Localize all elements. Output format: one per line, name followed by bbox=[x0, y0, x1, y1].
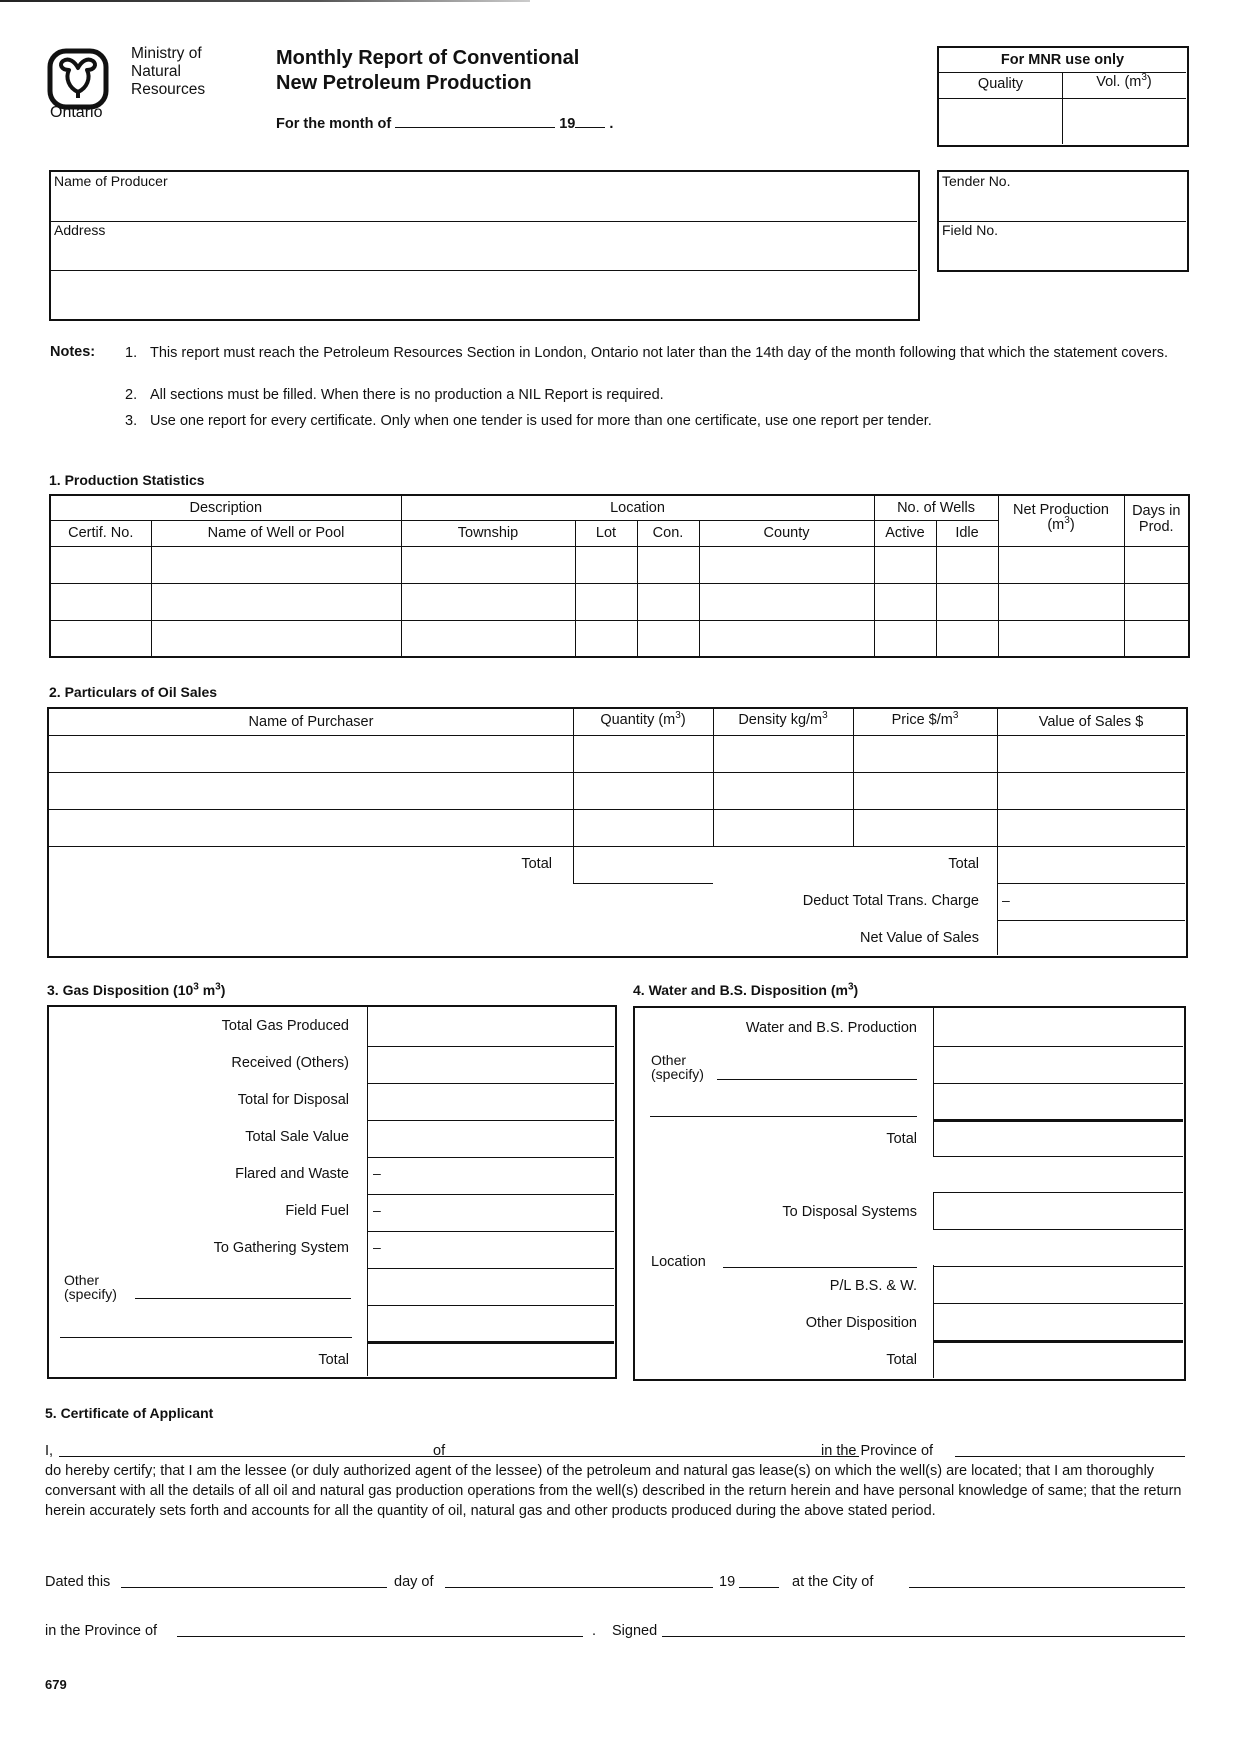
section3-title-unit: m bbox=[198, 982, 216, 998]
oil-sales-table bbox=[47, 707, 1188, 958]
well-name-cell[interactable] bbox=[151, 620, 401, 657]
township-cell[interactable] bbox=[401, 583, 575, 620]
certif-no-cell[interactable] bbox=[50, 583, 151, 620]
unit-text: (m bbox=[1047, 517, 1065, 533]
divider bbox=[933, 1156, 1183, 1157]
total-gas-produced-field[interactable] bbox=[370, 1009, 612, 1044]
close-paren: ) bbox=[680, 712, 686, 728]
county-cell[interactable] bbox=[699, 620, 874, 657]
tender-box bbox=[937, 170, 1189, 272]
gas-row-label: Received (Others) bbox=[231, 1055, 349, 1071]
form-title-line2: New Petroleum Production bbox=[276, 72, 532, 94]
producer-name-label: Name of Producer bbox=[54, 173, 168, 189]
city-field[interactable] bbox=[909, 1587, 1185, 1588]
close-paren: ) bbox=[220, 982, 226, 998]
section1-title: 1. Production Statistics bbox=[49, 472, 205, 488]
county-cell[interactable] bbox=[699, 546, 874, 583]
close-paren: ) bbox=[1146, 74, 1152, 90]
days-label-line1: Days in bbox=[1132, 503, 1181, 519]
province-label: Ontario bbox=[50, 104, 103, 121]
note-text: All sections must be filled. When there is no production a NIL Report is required. bbox=[150, 387, 664, 403]
net-production-unit bbox=[999, 515, 1124, 533]
close-paren: ) bbox=[1069, 517, 1075, 533]
divider bbox=[367, 1194, 614, 1195]
applicant-name-field[interactable] bbox=[59, 1456, 472, 1457]
idle-cell[interactable] bbox=[936, 546, 998, 583]
divider bbox=[853, 709, 854, 847]
other-specify-label bbox=[64, 1273, 117, 1301]
superscript: 3 bbox=[1064, 515, 1070, 527]
density-cell[interactable] bbox=[715, 811, 851, 845]
water-total-label: Total bbox=[886, 1131, 917, 1147]
idle-header: Idle bbox=[936, 520, 998, 546]
divider bbox=[933, 1008, 934, 1378]
applicant-of-field[interactable] bbox=[457, 1456, 859, 1457]
divider bbox=[933, 1229, 1183, 1230]
other-disposition-label: Other Disposition bbox=[805, 1315, 917, 1331]
well-name-cell[interactable] bbox=[151, 583, 401, 620]
gas-disposition-box bbox=[47, 1005, 617, 1379]
divider bbox=[933, 1266, 1183, 1267]
dated-this-field[interactable] bbox=[121, 1587, 387, 1588]
section3-title-text: 3. Gas Disposition (10 bbox=[47, 982, 194, 998]
divider bbox=[49, 846, 1185, 847]
gas-total-field[interactable] bbox=[370, 1345, 612, 1375]
net-production-cell[interactable] bbox=[998, 620, 1124, 657]
volume-header-text: Vol. (m bbox=[1096, 74, 1142, 90]
divider bbox=[367, 1120, 614, 1121]
section5-title: 5. Certificate of Applicant bbox=[45, 1405, 214, 1421]
ministry-name bbox=[131, 45, 205, 99]
address-field[interactable] bbox=[53, 239, 913, 267]
density-header-text: Density kg/m bbox=[738, 712, 823, 728]
net-production-label: Net Production bbox=[1013, 502, 1109, 518]
gas-row-label: Total Sale Value bbox=[245, 1129, 349, 1145]
form-number: 679 bbox=[45, 1677, 67, 1692]
total-sale-value-field[interactable] bbox=[370, 1122, 612, 1156]
density-header bbox=[713, 712, 853, 728]
water-total2-field[interactable] bbox=[936, 1344, 1181, 1376]
divider bbox=[997, 883, 1185, 884]
purchaser-cell[interactable] bbox=[51, 811, 571, 845]
idle-cell[interactable] bbox=[936, 583, 998, 620]
minus-sign: – bbox=[1002, 892, 1010, 908]
quantity-cell[interactable] bbox=[575, 737, 711, 771]
wells-group-header: No. of Wells bbox=[874, 495, 998, 520]
divider bbox=[997, 709, 998, 955]
divider bbox=[367, 1305, 614, 1306]
month-label: For the month of bbox=[276, 116, 392, 132]
year-prefix: 19 bbox=[559, 116, 576, 132]
year-prefix: 19 bbox=[719, 1574, 736, 1590]
province2-field[interactable] bbox=[177, 1636, 583, 1637]
certif-no-header: Certif. No. bbox=[50, 520, 151, 546]
divider bbox=[367, 1231, 614, 1232]
in-province-label: in the Province of bbox=[45, 1623, 158, 1639]
divider bbox=[49, 809, 1185, 810]
year-field[interactable] bbox=[739, 1587, 779, 1588]
ontario-trillium-logo-icon bbox=[47, 48, 109, 110]
gas-row-label: Total Gas Produced bbox=[221, 1018, 349, 1034]
price-header-text: Price $/m bbox=[891, 712, 953, 728]
superscript: 3 bbox=[1141, 72, 1147, 84]
divider bbox=[573, 883, 713, 884]
divider bbox=[573, 709, 574, 884]
total-quantity-field[interactable] bbox=[575, 848, 711, 882]
gas-row-label: Field Fuel bbox=[285, 1203, 349, 1219]
county-header: County bbox=[699, 520, 874, 546]
to-disposal-systems-field[interactable] bbox=[936, 1194, 1181, 1228]
note-number: 3. bbox=[125, 413, 138, 429]
divider bbox=[367, 1083, 614, 1084]
total-value-label: Total bbox=[948, 856, 979, 872]
minus-sign: – bbox=[373, 1239, 381, 1255]
divider bbox=[367, 1157, 614, 1158]
minus-sign: – bbox=[373, 1202, 381, 1218]
lot-cell[interactable] bbox=[575, 546, 637, 583]
con-cell[interactable] bbox=[637, 546, 699, 583]
total-quantity-label: Total bbox=[521, 856, 552, 872]
density-cell[interactable] bbox=[715, 774, 851, 808]
superscript: 3 bbox=[822, 710, 828, 722]
section4-title bbox=[633, 982, 858, 998]
superscript: 3 bbox=[193, 981, 199, 993]
days-cell[interactable] bbox=[1124, 546, 1189, 583]
divider bbox=[51, 221, 917, 222]
of-label: of bbox=[433, 1443, 446, 1459]
producer-box bbox=[49, 170, 920, 321]
divider bbox=[933, 1083, 1183, 1084]
dated-line bbox=[45, 1572, 1185, 1592]
divider bbox=[49, 772, 1185, 773]
township-cell[interactable] bbox=[401, 546, 575, 583]
to-disposal-systems-label: To Disposal Systems bbox=[782, 1204, 917, 1220]
total-for-disposal-field[interactable] bbox=[370, 1085, 612, 1119]
water-production-field[interactable] bbox=[936, 1010, 1181, 1045]
notes-label: Notes: bbox=[50, 344, 96, 360]
divider bbox=[367, 1046, 614, 1047]
signature-field[interactable] bbox=[662, 1636, 1185, 1637]
divider bbox=[933, 1119, 1183, 1122]
price-cell[interactable] bbox=[855, 737, 995, 771]
divider bbox=[49, 735, 1185, 736]
other-value-field[interactable] bbox=[936, 1085, 1181, 1117]
active-cell[interactable] bbox=[874, 583, 936, 620]
gas-row-label: To Gathering System bbox=[213, 1240, 349, 1256]
producer-name-field[interactable] bbox=[53, 190, 913, 218]
other-specify-field[interactable] bbox=[717, 1079, 917, 1080]
divider bbox=[367, 1007, 368, 1376]
other-disposition-field[interactable] bbox=[936, 1305, 1181, 1338]
tender-number-label: Tender No. bbox=[942, 173, 1011, 189]
township-cell[interactable] bbox=[401, 620, 575, 657]
gas-row-label: Flared and Waste bbox=[235, 1166, 349, 1182]
production-statistics-table bbox=[49, 494, 1190, 658]
quantity-header-text: Quantity (m bbox=[600, 712, 676, 728]
ministry-line: Ministry of bbox=[131, 45, 202, 62]
ministry-line: Resources bbox=[131, 81, 206, 98]
purchaser-header: Name of Purchaser bbox=[248, 714, 374, 730]
divider bbox=[51, 270, 917, 271]
days-in-prod-header bbox=[1124, 495, 1189, 546]
quality-field[interactable] bbox=[941, 100, 1060, 142]
volume-field[interactable] bbox=[1065, 100, 1184, 142]
gas-total-label: Total bbox=[318, 1352, 349, 1368]
pl-bsw-field[interactable] bbox=[936, 1268, 1181, 1302]
quality-header: Quality bbox=[977, 76, 1024, 92]
divider bbox=[939, 98, 1186, 99]
net-value-field[interactable] bbox=[999, 922, 1183, 954]
net-production-header bbox=[998, 495, 1124, 546]
table-row bbox=[50, 546, 1189, 583]
price-cell[interactable] bbox=[855, 774, 995, 808]
table-row bbox=[50, 620, 1189, 657]
deduct-trans-charge-label: Deduct Total Trans. Charge bbox=[802, 893, 979, 909]
divider bbox=[933, 1192, 1183, 1193]
divider bbox=[367, 1268, 614, 1269]
field-fuel-field[interactable] bbox=[387, 1196, 612, 1230]
divider bbox=[713, 709, 714, 847]
day-of-field[interactable] bbox=[445, 1587, 713, 1588]
water-production-label: Water and B.S. Production bbox=[745, 1020, 917, 1036]
province-field[interactable] bbox=[955, 1456, 1185, 1457]
mnr-use-only-box bbox=[937, 46, 1189, 147]
lot-cell[interactable] bbox=[575, 583, 637, 620]
certificate-body: do hereby certify; that I am the lessee (or duly authorized agent of the lessee) of the petroleum and natural gas lease(s) on which the well(s) are located; that I am thoroughly conversant with all the details of all oil and natural gas production operations from the well(s) described in the return herein and have personal knowledge of same; that the return herein accurately sets forth and accounts for all the quantity of oil, natural gas and other products produced during the above stated period. bbox=[45, 1463, 1182, 1519]
day-of-label: day of bbox=[394, 1574, 434, 1590]
con-cell[interactable] bbox=[637, 620, 699, 657]
lot-cell[interactable] bbox=[575, 620, 637, 657]
other-value-field[interactable] bbox=[370, 1270, 612, 1304]
received-others-field[interactable] bbox=[370, 1048, 612, 1082]
active-cell[interactable] bbox=[874, 620, 936, 657]
net-value-label: Net Value of Sales bbox=[859, 930, 979, 946]
divider bbox=[367, 1341, 614, 1344]
note-number: 2. bbox=[125, 387, 138, 403]
i-label: I, bbox=[45, 1443, 54, 1459]
field-number-label: Field No. bbox=[942, 222, 999, 238]
minus-sign: – bbox=[373, 1165, 381, 1181]
well-name-header: Name of Well or Pool bbox=[151, 520, 401, 546]
purchaser-cell[interactable] bbox=[51, 774, 571, 808]
mnr-box-title: For MNR use only bbox=[1000, 52, 1125, 68]
other-specify-label bbox=[651, 1053, 704, 1081]
gap-mask bbox=[931, 1157, 936, 1192]
lot-header: Lot bbox=[575, 520, 637, 546]
address-label: Address bbox=[54, 222, 106, 238]
net-production-cell[interactable] bbox=[998, 546, 1124, 583]
volume-header bbox=[1062, 74, 1186, 90]
divider bbox=[997, 920, 1185, 921]
superscript: 3 bbox=[952, 710, 959, 722]
idle-cell[interactable] bbox=[936, 620, 998, 657]
quantity-cell[interactable] bbox=[575, 774, 711, 808]
certificate-line1 bbox=[45, 1441, 1185, 1461]
gap-mask bbox=[931, 1230, 936, 1265]
year-field[interactable] bbox=[575, 116, 605, 128]
active-cell[interactable] bbox=[874, 546, 936, 583]
water-total-field[interactable] bbox=[936, 1123, 1181, 1155]
total-value-field[interactable] bbox=[999, 848, 1183, 882]
price-header bbox=[853, 712, 997, 728]
note-text: This report must reach the Petroleum Resources Section in London, Ontario not later than the 14th day of the month following that which the statement covers. bbox=[150, 345, 1168, 361]
reporting-period: For the month of 19 . bbox=[276, 116, 614, 132]
form-title-line1: Monthly Report of Conventional bbox=[276, 47, 580, 69]
density-cell[interactable] bbox=[715, 737, 851, 771]
other-value-field[interactable] bbox=[370, 1307, 612, 1339]
note-number: 1. bbox=[125, 345, 138, 361]
other-label: Other bbox=[64, 1272, 100, 1288]
other-value-field[interactable] bbox=[936, 1048, 1181, 1082]
superscript: 3 bbox=[847, 981, 854, 993]
divider bbox=[933, 1303, 1183, 1304]
divider bbox=[933, 1340, 1183, 1343]
deduct-trans-charge-field[interactable] bbox=[1015, 885, 1183, 919]
signature-line bbox=[45, 1621, 1185, 1641]
quantity-header bbox=[573, 712, 713, 728]
dated-this-label: Dated this bbox=[45, 1574, 111, 1590]
location-field[interactable] bbox=[723, 1267, 917, 1268]
specify-label: (specify) bbox=[64, 1286, 117, 1302]
ministry-line: Natural bbox=[131, 63, 181, 80]
quantity-cell[interactable] bbox=[575, 811, 711, 845]
township-header: Township bbox=[401, 520, 575, 546]
days-cell[interactable] bbox=[1124, 583, 1189, 620]
superscript: 3 bbox=[215, 981, 221, 993]
address-line2-field[interactable] bbox=[53, 273, 913, 317]
value-header: Value of Sales $ bbox=[1038, 714, 1144, 730]
section3-title bbox=[47, 982, 225, 998]
well-name-cell[interactable] bbox=[151, 546, 401, 583]
scan-edge-line bbox=[0, 0, 530, 2]
pl-bsw-label: P/L B.S. & W. bbox=[829, 1278, 917, 1294]
location-label: Location bbox=[651, 1254, 706, 1270]
other-specify-field[interactable] bbox=[135, 1298, 351, 1299]
certif-no-cell[interactable] bbox=[50, 546, 151, 583]
table-row bbox=[50, 583, 1189, 620]
net-production-cell[interactable] bbox=[998, 583, 1124, 620]
field-number-field[interactable] bbox=[941, 239, 1184, 267]
con-cell[interactable] bbox=[637, 583, 699, 620]
water-disposition-box bbox=[633, 1006, 1186, 1381]
section2-title: 2. Particulars of Oil Sales bbox=[49, 684, 218, 700]
county-cell[interactable] bbox=[699, 583, 874, 620]
note-text: Use one report for every certificate. Only when one tender is used for more than one certificate, use one report per tender. bbox=[150, 413, 932, 429]
section4-title-text: 4. Water and B.S. Disposition (m bbox=[633, 982, 848, 998]
con-header: Con. bbox=[637, 520, 699, 546]
close-paren: ) bbox=[853, 982, 859, 998]
month-field[interactable] bbox=[395, 116, 555, 128]
value-cell[interactable] bbox=[999, 811, 1183, 845]
water-total2-label: Total bbox=[886, 1352, 917, 1368]
tender-number-field[interactable] bbox=[941, 190, 1184, 218]
certif-no-cell[interactable] bbox=[50, 620, 151, 657]
days-label-line2: Prod. bbox=[1138, 519, 1174, 535]
value-cell[interactable] bbox=[999, 737, 1183, 771]
period: . bbox=[592, 1623, 597, 1639]
gas-row-label: Total for Disposal bbox=[237, 1092, 349, 1108]
other-specify-line2[interactable] bbox=[650, 1116, 917, 1117]
divider bbox=[933, 1046, 1183, 1047]
description-group-header: Description bbox=[50, 495, 401, 520]
divider bbox=[1062, 72, 1063, 144]
other-specify-line2[interactable] bbox=[60, 1337, 352, 1338]
location-group-header: Location bbox=[401, 495, 874, 520]
superscript: 3 bbox=[675, 710, 681, 722]
days-cell[interactable] bbox=[1124, 620, 1189, 657]
flared-and-waste-field[interactable] bbox=[387, 1159, 612, 1193]
specify-label: (specify) bbox=[651, 1066, 704, 1082]
province-label: in the Province of bbox=[821, 1443, 934, 1459]
to-gathering-system-field[interactable] bbox=[387, 1233, 612, 1267]
purchaser-cell[interactable] bbox=[51, 737, 571, 771]
other-label: Other bbox=[651, 1052, 687, 1068]
at-city-label: at the City of bbox=[792, 1574, 874, 1590]
price-cell[interactable] bbox=[855, 811, 995, 845]
active-header: Active bbox=[874, 520, 936, 546]
signed-label: Signed bbox=[612, 1623, 658, 1639]
value-cell[interactable] bbox=[999, 774, 1183, 808]
form-title bbox=[276, 46, 579, 96]
